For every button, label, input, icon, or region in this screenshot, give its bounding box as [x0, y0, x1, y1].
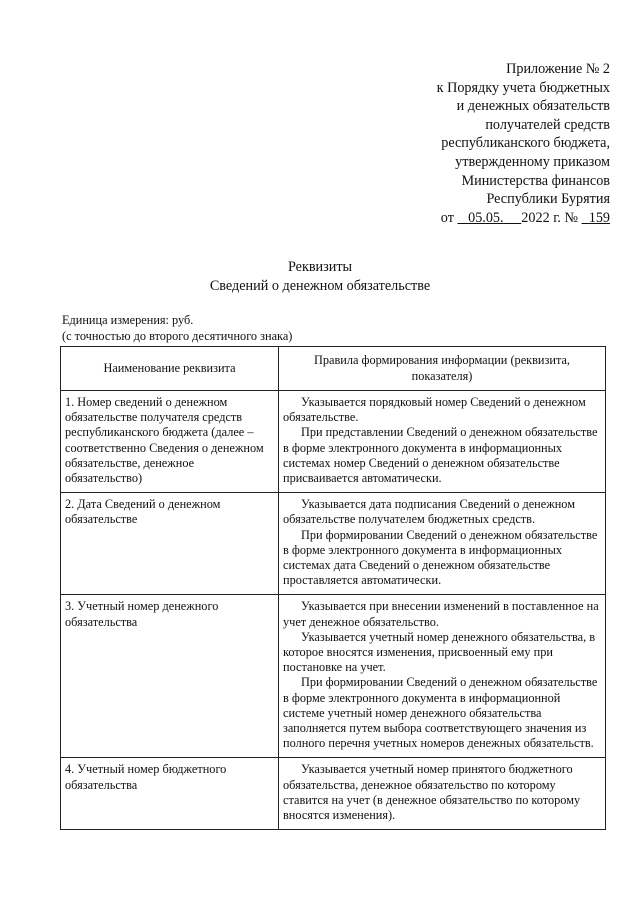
requisite-rules — [279, 391, 606, 493]
approval-date-line — [437, 209, 610, 228]
requisite-name: 1. Номер сведений о денежном обязательстве получателя средств республиканского бюджета (далее – соответственно Сведения о денежном обязательстве, денежное обязательство) — [61, 391, 279, 493]
units-line-1: Единица измерения: руб. — [62, 313, 194, 327]
requisite-rules — [279, 758, 606, 830]
header-name: Наименование реквизита — [61, 347, 279, 391]
units-note — [62, 313, 292, 344]
table-row — [61, 595, 606, 758]
table-header-row — [61, 347, 606, 391]
rule-paragraph: Указывается дата подписания Сведений о денежном обязательстве получателем бюджетных средств. — [283, 497, 575, 527]
requisite-rules — [279, 493, 606, 595]
approval-line: республиканского бюджета, — [441, 135, 610, 152]
approval-line: получателей средств — [485, 116, 610, 133]
table-row — [61, 493, 606, 595]
approval-line: Министерства финансов — [461, 172, 610, 189]
table-row — [61, 758, 606, 830]
requisite-name: 2. Дата Сведений о денежном обязательстве — [61, 493, 279, 595]
rule-paragraph: Указывается учетный номер денежного обязательства, в которое вносятся изменения, присвоенный ему при постановке на учет. — [283, 629, 596, 675]
approval-line: Республики Бурятия — [486, 191, 610, 208]
title-line-2: Сведений о денежном обязательстве — [209, 278, 431, 294]
rule-paragraph: Указывается порядковый номер Сведений о денежном обязательстве. — [283, 395, 586, 425]
approval-line: утвержденному приказом — [455, 153, 610, 170]
order-year: 2022 г. № — [521, 209, 582, 226]
rule-paragraph: Указывается при внесении изменений в поставленное на учет денежное обязательство. — [283, 599, 599, 629]
rule-paragraph: При представлении Сведений о денежном обязательстве в форме электронного документа в информационных системах номер Сведений о денежном обязательстве присваивается автоматически. — [283, 425, 598, 486]
approval-line: Приложение № 2 — [506, 61, 610, 77]
units-line-2: (с точностью до второго десятичного знака) — [62, 328, 293, 343]
requisites-table — [60, 346, 606, 830]
rule-paragraph: При формировании Сведений о денежном обязательстве в форме электронного документа в информационной системе учетный номер денежного обязательства заполняется путем выбора соответствующего значения из полного перечня учетных номеров денежных обязательств. — [283, 675, 598, 751]
document-title — [0, 258, 640, 296]
date-prefix: от — [440, 209, 458, 226]
title-line-1: Реквизиты — [287, 259, 353, 275]
requisite-name: 3. Учетный номер денежного обязательства — [61, 595, 279, 758]
approval-line: и денежных обязательств — [456, 98, 610, 115]
approval-block — [437, 60, 610, 227]
order-date: 05.05. — [468, 209, 504, 226]
table-row — [61, 391, 606, 493]
order-number: 159 — [588, 209, 610, 226]
rule-paragraph: Указывается учетный номер принятого бюджетного обязательства, денежное обязательство по которому ставится на учет (в денежное обязательство по которому вносятся изменения). — [283, 762, 581, 823]
requisite-name: 4. Учетный номер бюджетного обязательства — [61, 758, 279, 830]
header-rules: Правила формирования информации (реквизита, показателя) — [279, 347, 606, 391]
approval-line: к Порядку учета бюджетных — [436, 79, 610, 96]
requisite-rules — [279, 595, 606, 758]
rule-paragraph: При формировании Сведений о денежном обязательстве в форме электронного документа в информационных системах дата Сведений о денежном обязательстве проставляется автоматически. — [283, 527, 598, 588]
